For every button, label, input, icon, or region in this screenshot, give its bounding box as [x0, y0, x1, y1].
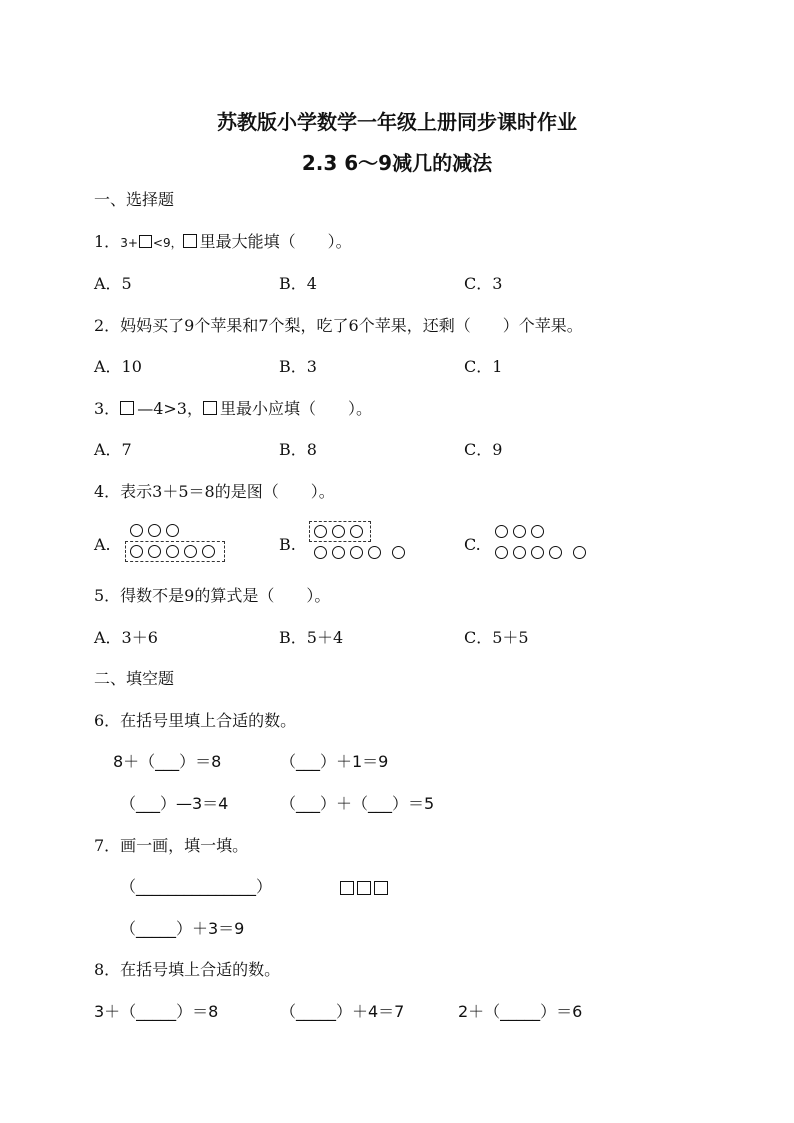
- question-3-option-c[interactable]: C．9: [464, 440, 503, 459]
- question-3-option-a[interactable]: A．7: [94, 440, 132, 459]
- circle-icon: [202, 545, 215, 558]
- question-4-option-c-label[interactable]: C.: [464, 535, 481, 554]
- question-5-option-a[interactable]: A．3＋6: [94, 628, 158, 647]
- blank-square-icon: [120, 401, 134, 415]
- question-4: 4．表示3＋5＝8的是图（ ）。: [94, 482, 335, 501]
- circle-icon: [314, 525, 327, 538]
- question-6-item-1[interactable]: 8＋（___）＝8: [113, 752, 222, 771]
- circle-icon: [513, 546, 526, 559]
- circle-icon: [148, 524, 161, 537]
- question-1-option-c[interactable]: C．3: [464, 274, 503, 293]
- circle-icon: [392, 546, 405, 559]
- square-icon: [340, 881, 354, 895]
- circle-icon: [332, 525, 345, 538]
- circle-icon: [368, 546, 381, 559]
- circle-icon: [332, 546, 345, 559]
- circle-icon: [549, 546, 562, 559]
- question-8-item-1[interactable]: 3＋（_____）＝8: [94, 1002, 219, 1021]
- question-5-option-b[interactable]: B．5＋4: [279, 628, 344, 647]
- section-heading-choice: 一、选择题: [94, 190, 175, 209]
- blank-square-icon: [183, 234, 197, 248]
- circle-icon: [350, 525, 363, 538]
- question-7-answer-blank[interactable]: （_____）＋3＝9: [120, 919, 245, 938]
- question-6-item-2[interactable]: （___）＋1＝9: [280, 752, 389, 771]
- blank-square-icon: [203, 401, 217, 415]
- question-7: 7．画一画，填一填。: [94, 836, 249, 855]
- circle-icon: [350, 546, 363, 559]
- circle-icon: [148, 545, 161, 558]
- question-5-option-c[interactable]: C．5＋5: [464, 628, 529, 647]
- circle-icon: [531, 525, 544, 538]
- question-1-expr-pre: 3+: [120, 236, 138, 250]
- question-4-option-b-label[interactable]: B.: [279, 535, 296, 554]
- circle-icon: [130, 524, 143, 537]
- circle-icon: [130, 545, 143, 558]
- question-2-option-b[interactable]: B．3: [279, 357, 317, 376]
- question-3-text-b: 里最小应填（ ）。: [219, 399, 372, 418]
- page-title: 苏教版小学数学一年级上册同步课时作业: [217, 110, 577, 134]
- question-3-text-a: —4>3，: [137, 399, 203, 418]
- question-1-option-a[interactable]: A．5: [94, 274, 132, 293]
- circle-icon: [166, 545, 179, 558]
- circle-icon: [495, 546, 508, 559]
- question-8-item-2[interactable]: （_____）＋4＝7: [280, 1002, 405, 1021]
- question-3-number: 3．: [94, 399, 121, 418]
- question-3: [94, 399, 372, 419]
- question-6-item-4[interactable]: （___）＋（___）＝5: [280, 794, 435, 813]
- question-3-option-b[interactable]: B．8: [279, 440, 317, 459]
- question-8-item-3[interactable]: 2＋（_____）＝6: [458, 1002, 583, 1021]
- question-7-drawing-blank[interactable]: （_______________）: [120, 877, 273, 896]
- square-icon: [374, 881, 388, 895]
- question-6-item-3[interactable]: （___）—3＝4: [120, 794, 229, 813]
- question-8: 8．在括号填上合适的数。: [94, 960, 281, 979]
- blank-square-icon: [139, 235, 152, 248]
- question-1-text: 里最大能填（ ）。: [199, 232, 352, 251]
- circle-icon: [166, 524, 179, 537]
- question-7-squares: [340, 879, 391, 898]
- circle-icon: [513, 525, 526, 538]
- question-1-number: 1．: [94, 232, 121, 251]
- page-subtitle: 2.3 6～9减几的减法: [301, 151, 493, 175]
- question-1-option-b[interactable]: B．4: [279, 274, 317, 293]
- question-2-option-c[interactable]: C．1: [464, 357, 503, 376]
- circle-icon: [495, 525, 508, 538]
- section-heading-fill: 二、填空题: [94, 669, 175, 688]
- question-1-expr-post: <9，: [152, 236, 183, 250]
- question-2-option-a[interactable]: A．10: [94, 357, 142, 376]
- square-icon: [357, 881, 371, 895]
- circle-icon: [184, 545, 197, 558]
- question-2: 2．妈妈买了9个苹果和7个梨，吃了6个苹果，还剩（ ）个苹果。: [94, 316, 583, 335]
- question-5: 5．得数不是9的算式是（ ）。: [94, 586, 331, 605]
- question-1: [94, 232, 352, 253]
- question-6: 6．在括号里填上合适的数。: [94, 711, 297, 730]
- circle-icon: [573, 546, 586, 559]
- circle-icon: [531, 546, 544, 559]
- question-4-option-a-label[interactable]: A.: [94, 535, 111, 554]
- circle-icon: [314, 546, 327, 559]
